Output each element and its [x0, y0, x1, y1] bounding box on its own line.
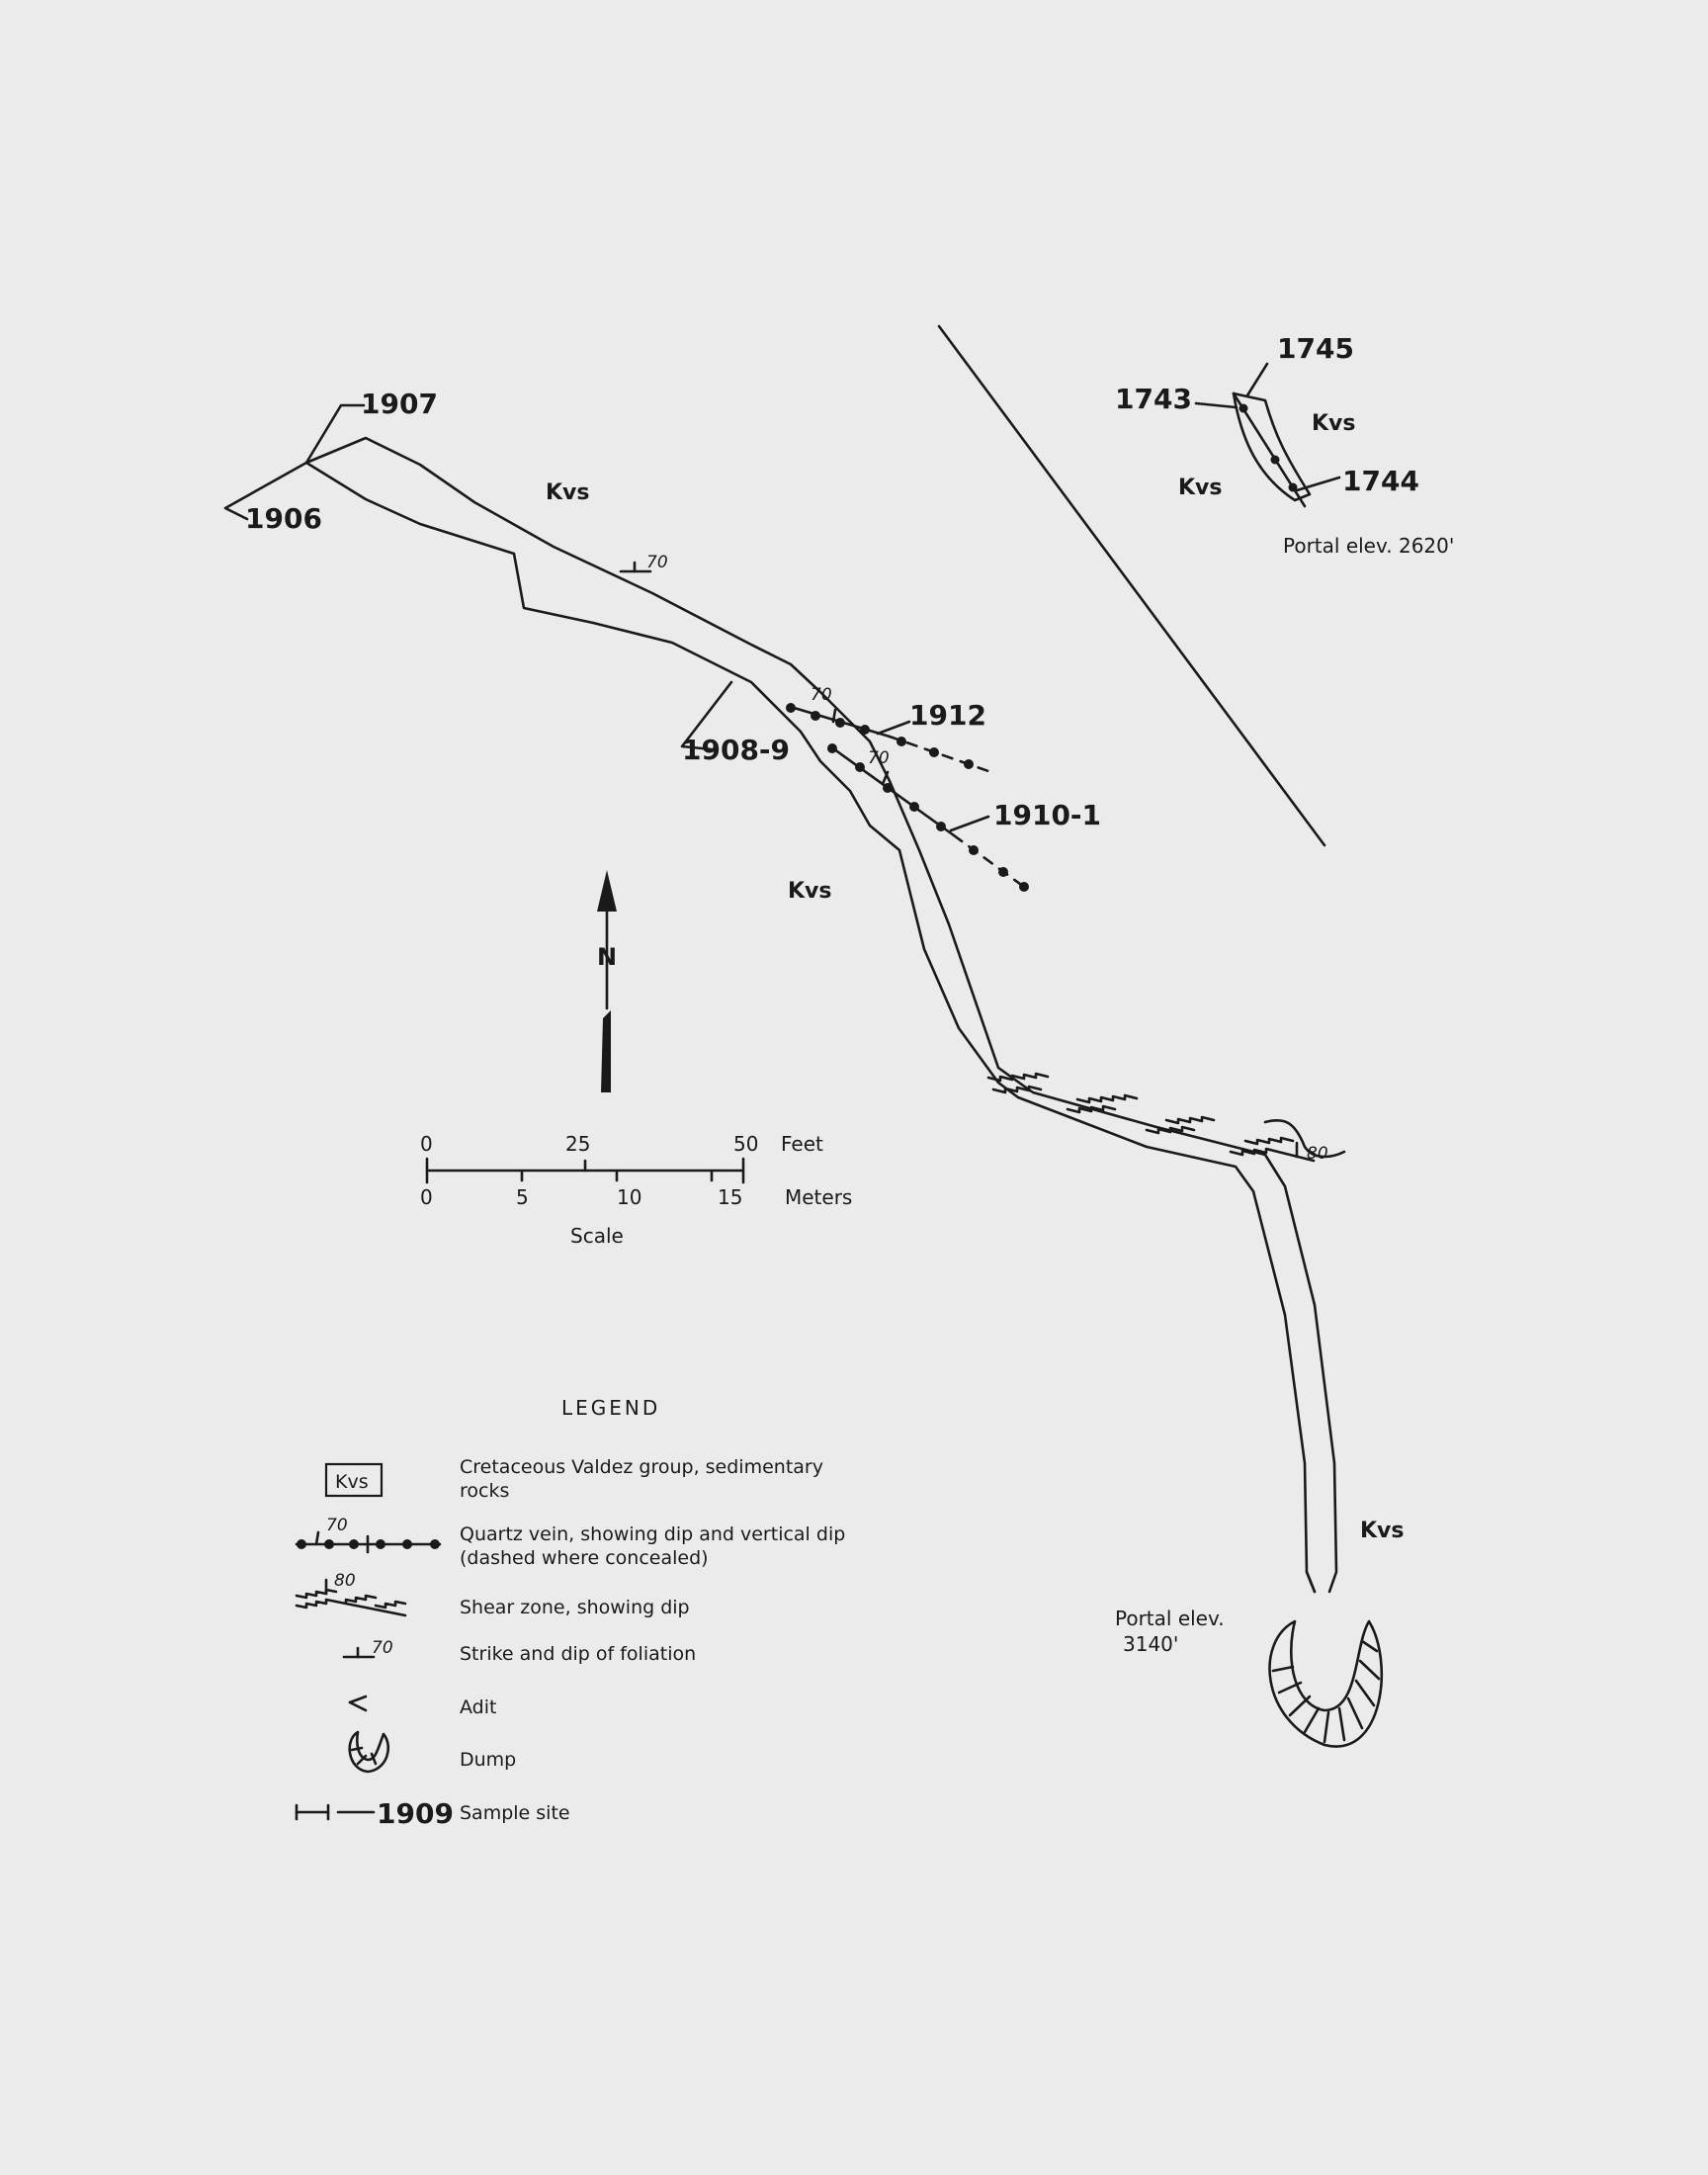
- adit-wall-south: [306, 463, 1315, 1592]
- dip-shear: 80: [1307, 1144, 1328, 1164]
- leader-1912: [878, 722, 909, 734]
- label-1744: 1744: [1342, 465, 1419, 497]
- legend-vein-dip-tick: [316, 1532, 318, 1544]
- north-label: N: [597, 943, 618, 971]
- leader-1743: [1196, 403, 1236, 407]
- dump-lower: [1270, 1621, 1382, 1747]
- legend-dump-text: Dump: [460, 1749, 517, 1771]
- legend-sample-number: 1909: [377, 1797, 454, 1830]
- legend-symbols: [297, 1464, 440, 1819]
- label-1910-1: 1910-1: [993, 799, 1102, 831]
- scale-bar: [427, 1159, 743, 1182]
- label-1912: 1912: [909, 699, 986, 732]
- legend-adit-text: Adit: [460, 1696, 497, 1718]
- legend-foliation-text: Strike and dip of foliation: [460, 1643, 697, 1665]
- main-adit-workings: [306, 438, 1336, 1592]
- quartz-veins: [786, 703, 1029, 892]
- north-arrow: [597, 870, 617, 1092]
- scale-feet-25: 25: [565, 1132, 591, 1156]
- unit-label-kvs-nw: Kvs: [546, 480, 590, 505]
- map-labels: [245, 332, 1454, 1656]
- dip-foliation: 70: [646, 553, 668, 572]
- scale-m-15: 15: [718, 1185, 743, 1209]
- scale-m-0: 0: [420, 1185, 433, 1209]
- unit-label-kvs-ne-right: Kvs: [1312, 411, 1356, 436]
- dip-vein-upper: 70: [811, 685, 832, 705]
- shear-zone: [988, 1074, 1344, 1161]
- portal-upper-elevation: Portal elev. 2620': [1283, 534, 1455, 558]
- label-1745: 1745: [1277, 332, 1354, 365]
- legend-vein-dip: 70: [326, 1516, 348, 1535]
- scale-labels: [420, 1132, 852, 1248]
- legend-kvs-line2: rocks: [460, 1480, 510, 1502]
- legend-shear-symbol: [297, 1590, 405, 1615]
- legend-kvs-line1: Cretaceous Valdez group, sedimentary: [460, 1456, 823, 1478]
- scale-caption: Scale: [570, 1224, 624, 1248]
- label-1906: 1906: [245, 502, 322, 535]
- legend-title: LEGEND: [561, 1396, 661, 1420]
- portal-lower-elevation-2: 3140': [1123, 1632, 1179, 1656]
- legend-sample-text: Sample site: [460, 1802, 570, 1824]
- vein-lower-concealed: [954, 835, 1028, 890]
- legend: [326, 1396, 845, 1830]
- portal-collar-left: [1307, 1572, 1315, 1592]
- scale-m-5: 5: [516, 1185, 529, 1209]
- legend-adit-symbol: [350, 1696, 366, 1710]
- scale-feet-50: 50: [733, 1132, 759, 1156]
- dip-vein-lower: 70: [868, 748, 890, 768]
- legend-vein-line1: Quartz vein, showing dip and vertical dip: [460, 1523, 846, 1545]
- scale-feet-0: 0: [420, 1132, 433, 1156]
- dump-hachures: [1273, 1641, 1379, 1742]
- legend-dump-symbol: [350, 1732, 388, 1772]
- legend-shear-text: Shear zone, showing dip: [460, 1597, 690, 1618]
- legend-shear-dip: 80: [334, 1571, 356, 1591]
- unit-label-kvs-center: Kvs: [788, 879, 832, 904]
- scale-feet-unit: Feet: [781, 1132, 823, 1156]
- leader-1907: [306, 405, 364, 463]
- portal-lower-elevation-1: Portal elev.: [1115, 1607, 1225, 1630]
- north-arrow-tail: [601, 1010, 611, 1092]
- legend-foliation-dip: 70: [372, 1638, 393, 1658]
- leader-1910-1: [951, 817, 988, 830]
- legend-sample-symbol: [297, 1805, 374, 1819]
- label-1743: 1743: [1115, 383, 1192, 415]
- shear-line-1: [988, 1074, 1293, 1144]
- leader-1745: [1247, 364, 1267, 395]
- label-1908-9: 1908-9: [682, 734, 791, 766]
- scale-meter-unit: Meters: [785, 1185, 853, 1209]
- legend-vein-line2: (dashed where concealed): [460, 1547, 709, 1569]
- scale-m-10: 10: [617, 1185, 642, 1209]
- label-1907: 1907: [361, 388, 438, 420]
- legend-foliation-symbol: [344, 1648, 374, 1657]
- unit-label-kvs-ne-left: Kvs: [1178, 476, 1223, 500]
- unit-label-kvs-se: Kvs: [1360, 1519, 1405, 1543]
- adit-wall-north: [306, 438, 1336, 1592]
- north-arrow-head: [597, 870, 617, 912]
- legend-kvs-box-label: Kvs: [335, 1471, 369, 1493]
